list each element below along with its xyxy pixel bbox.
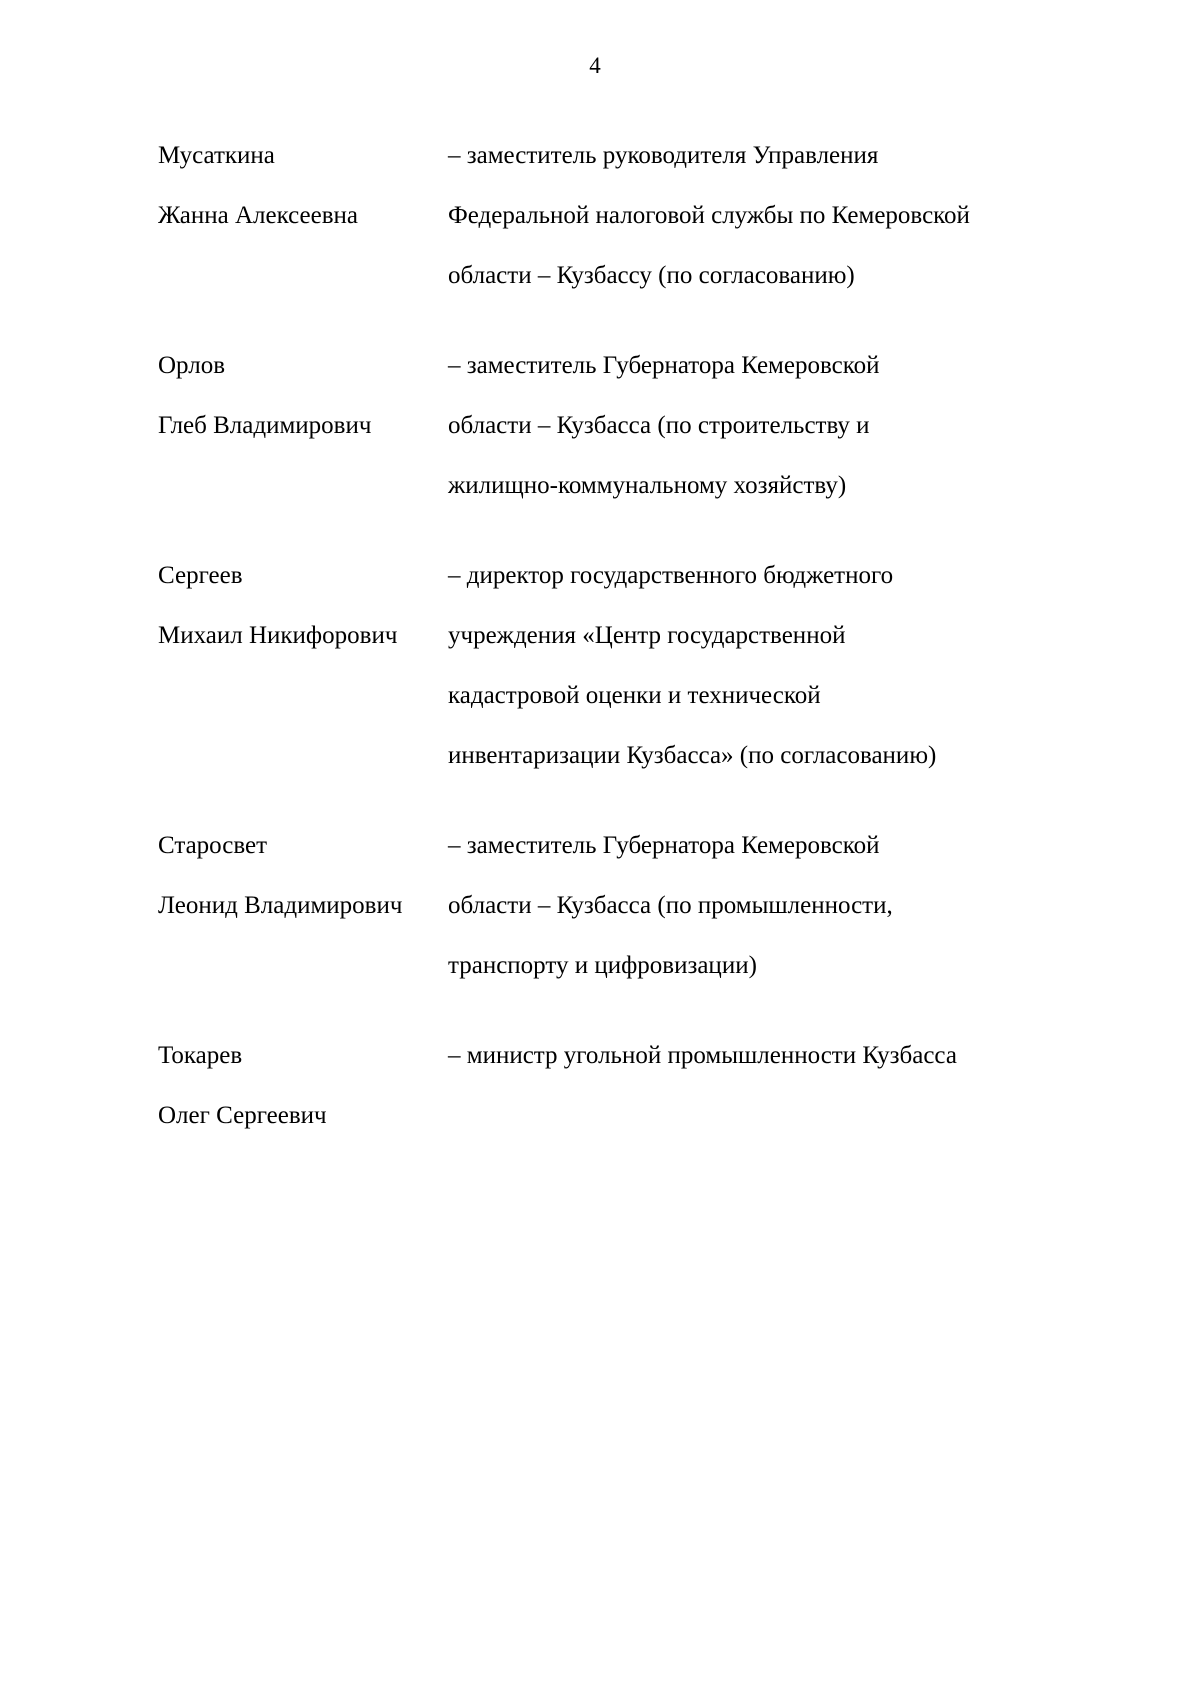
- member-list: [158, 111, 1038, 1161]
- member-given-names: Глеб Владимирович: [158, 412, 372, 439]
- role-line: инвентаризации Кузбасса» (по согласованию): [448, 742, 937, 769]
- member-entry: [158, 801, 1038, 1011]
- member-surname: Старосвет: [158, 832, 268, 859]
- member-entry: [158, 1011, 1038, 1161]
- member-name: [158, 1011, 448, 1161]
- member-role: [448, 321, 1038, 531]
- member-surname: Токарев: [158, 1042, 243, 1069]
- member-surname: Сергеев: [158, 562, 243, 589]
- role-line: учреждения «Центр государственной: [448, 622, 846, 649]
- member-given-names: Олег Сергеевич: [158, 1102, 327, 1129]
- role-line: транспорту и цифровизации): [448, 952, 757, 979]
- member-given-names: Жанна Алексеевна: [158, 202, 358, 229]
- role-line: кадастровой оценки и технической: [448, 682, 821, 709]
- member-name: [158, 321, 448, 531]
- role-line: Федеральной налоговой службы по Кемеровской: [448, 202, 970, 229]
- member-given-names: Леонид Владимирович: [158, 892, 403, 919]
- role-line: – заместитель Губернатора Кемеровской: [448, 832, 880, 859]
- role-line: – заместитель руководителя Управления: [448, 142, 879, 169]
- role-line: области – Кузбасса (по строительству и: [448, 412, 870, 439]
- member-entry: [158, 531, 1038, 801]
- role-line: – заместитель Губернатора Кемеровской: [448, 352, 880, 379]
- role-line: – директор государственного бюджетного: [448, 562, 894, 589]
- member-name: [158, 531, 448, 801]
- member-surname: Мусаткина: [158, 142, 275, 169]
- role-line: жилищно-коммунальному хозяйству): [448, 472, 847, 499]
- member-role: [448, 111, 1038, 321]
- role-line: области – Кузбассу (по согласованию): [448, 262, 855, 289]
- member-given-names: Михаил Никифорович: [158, 622, 398, 649]
- member-role: [448, 1011, 1038, 1161]
- member-surname: Орлов: [158, 352, 226, 379]
- role-line: области – Кузбасса (по промышленности,: [448, 892, 893, 919]
- role-line: – министр угольной промышленности Кузбасса: [448, 1042, 957, 1069]
- member-entry: [158, 111, 1038, 321]
- page-number: 4: [589, 53, 601, 78]
- member-role: [448, 801, 1038, 1011]
- member-role: [448, 531, 1038, 801]
- member-name: [158, 111, 448, 321]
- member-entry: [158, 321, 1038, 531]
- member-name: [158, 801, 448, 1011]
